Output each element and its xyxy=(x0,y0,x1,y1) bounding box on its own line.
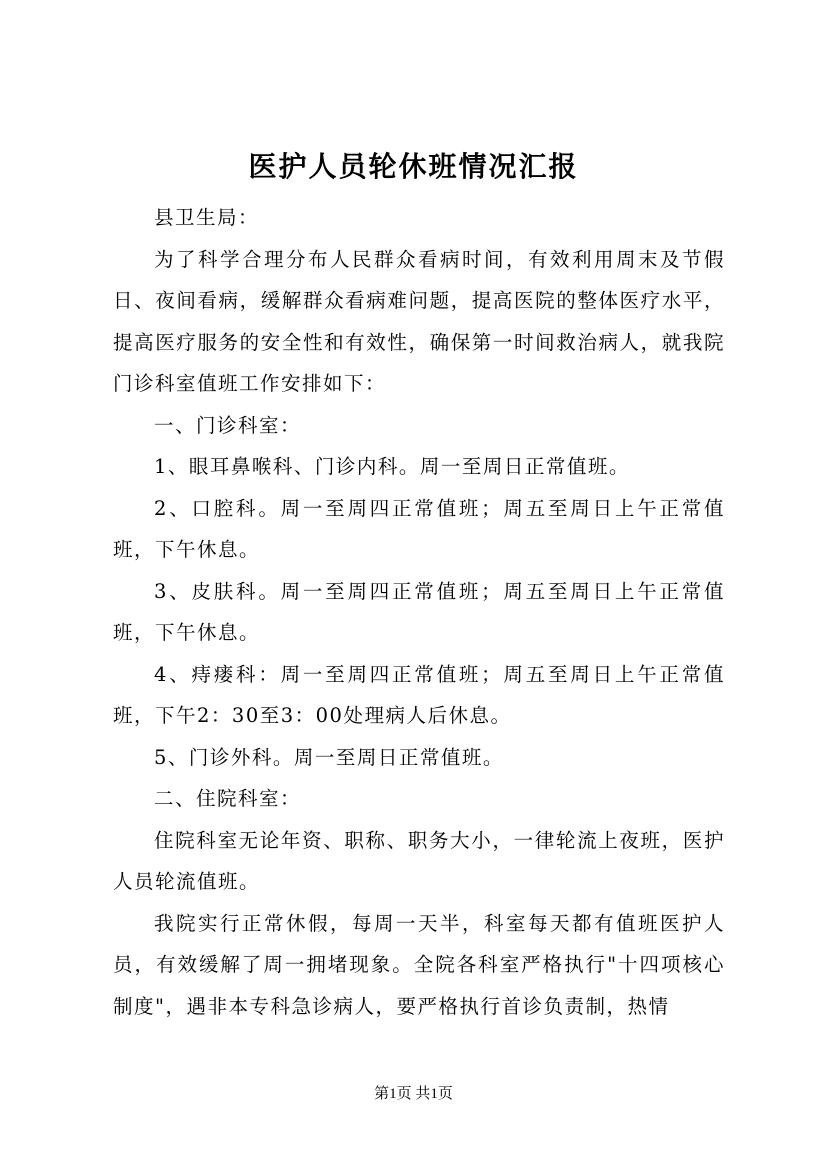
list-item-dermatology: 3、皮肤科。周一至周四正常值班；周五至周日上午正常值班，下午休息。 xyxy=(113,579,725,644)
list-item-dental: 2、口腔科。周一至周四正常值班；周五至周日上午正常值班，下午休息。 xyxy=(113,496,725,561)
paragraph-leave-policy: 我院实行正常休假，每周一天半，科室每天都有值班医护人员，有效缓解了周一拥堵现象。全院各科室严格执行"十四项核心制度"，遇非本专科急诊病人，要严格执行首诊负责制，热情 xyxy=(113,911,725,1018)
salutation: 县卫生局： xyxy=(154,206,260,229)
paragraph-inpatient-rotation: 住院科室无论年资、职称、职务大小，一律轮流上夜班，医护人员轮流值班。 xyxy=(113,828,725,893)
section-heading-inpatient: 二、住院科室： xyxy=(154,787,302,810)
page-footer: 第1页 共1页 xyxy=(374,1086,453,1102)
section-heading-outpatient: 一、门诊科室： xyxy=(154,413,302,437)
list-item-proctology: 4、痔瘘科：周一至周四正常值班；周五至周日上午正常值班，下午2：30至3：00处理病人后休息。 xyxy=(113,662,725,727)
document-body xyxy=(113,197,725,1027)
list-item-ent: 1、眼耳鼻喉科、门诊内科。周一至周日正常值班。 xyxy=(154,455,630,478)
document-title: 医护人员轮休班情况汇报 xyxy=(248,150,579,183)
list-item-surgery: 5、门诊外科。周一至周日正常值班。 xyxy=(154,745,504,769)
paragraph-intro: 为了科学合理分布人民群众看病时间，有效利用周末及节假日、夜间看病，缓解群众看病难问题，提高医院的整体医疗水平，提高医疗服务的安全性和有效性，确保第一时间救治病人，就我院门诊科室值班工作安排如下： xyxy=(113,247,725,395)
